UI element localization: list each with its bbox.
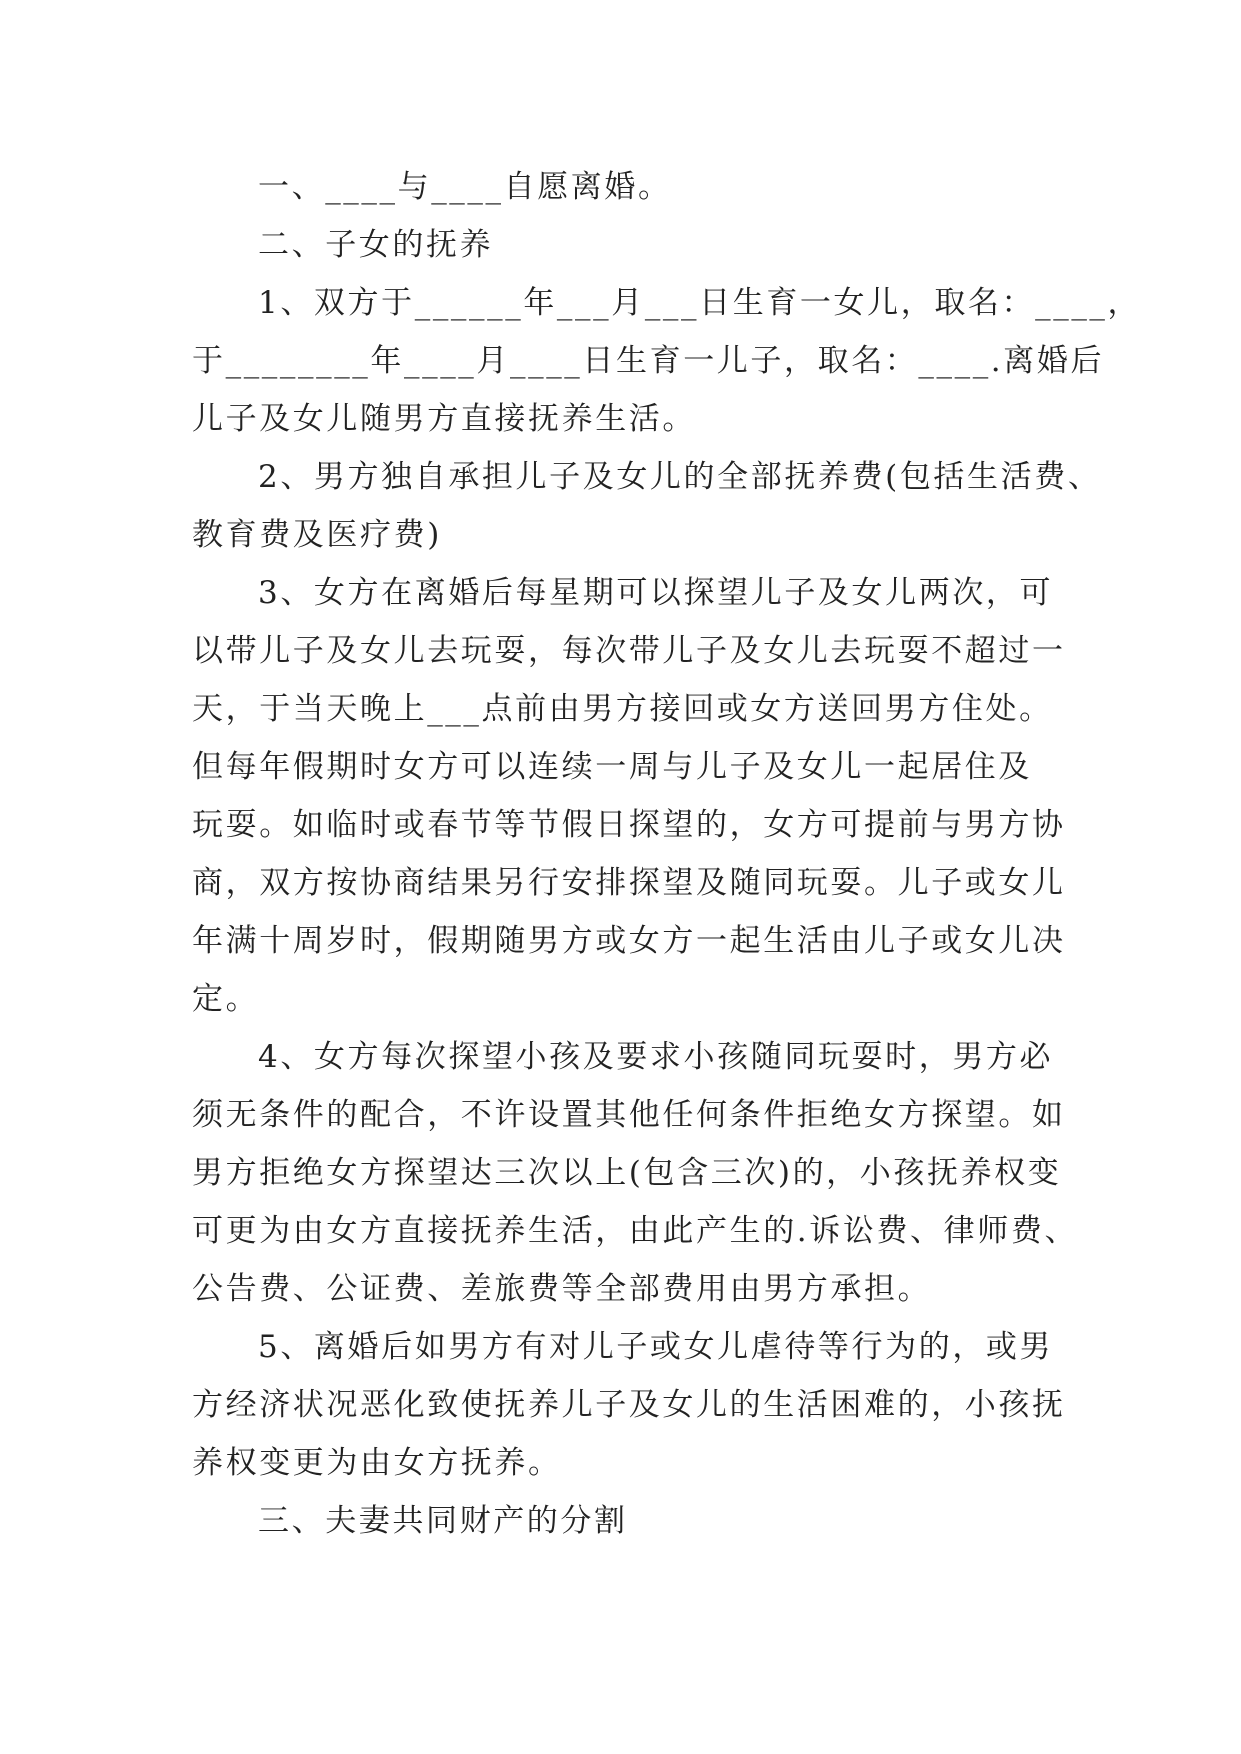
paragraph-2-3-line-6: 商，双方按协商结果另行安排探望及随同玩耍。儿子或女儿 xyxy=(192,865,1066,901)
paragraph-2-2-line-1: 2、男方独自承担儿子及女儿的全部抚养费(包括生活费、 xyxy=(258,459,1102,495)
paragraph-2-3-line-8: 定。 xyxy=(192,981,260,1017)
section-2-heading: 二、子女的抚养 xyxy=(258,227,494,263)
clause-1-line: 一、____与____自愿离婚。 xyxy=(258,169,672,205)
paragraph-2-3-line-5: 玩耍。如临时或春节等节假日探望的，女方可提前与男方协 xyxy=(192,807,1066,843)
paragraph-2-3-line-4: 但每年假期时女方可以连续一周与儿子及女儿一起居住及 xyxy=(192,749,1032,785)
paragraph-2-4-line-3: 男方拒绝女方探望达三次以上(包含三次)的，小孩抚养权变 xyxy=(192,1155,1062,1191)
paragraph-2-3-line-7: 年满十周岁时，假期随男方或女方一起生活由儿子或女儿决 xyxy=(192,923,1066,959)
paragraph-2-2-line-2: 教育费及医疗费) xyxy=(192,517,442,553)
section-3-heading: 三、夫妻共同财产的分割 xyxy=(258,1503,628,1539)
paragraph-2-5-line-2: 方经济状况恶化致使抚养儿子及女儿的生活困难的，小孩抚 xyxy=(192,1387,1066,1423)
paragraph-2-3-line-1: 3、女方在离婚后每星期可以探望儿子及女儿两次，可 xyxy=(258,575,1054,611)
paragraph-2-5-line-1: 5、离婚后如男方有对儿子或女儿虐待等行为的，或男 xyxy=(258,1329,1054,1365)
paragraph-2-3-line-2: 以带儿子及女儿去玩耍，每次带儿子及女儿去玩耍不超过一 xyxy=(192,633,1066,669)
paragraph-2-4-line-2: 须无条件的配合，不许设置其他任何条件拒绝女方探望。如 xyxy=(192,1097,1066,1133)
paragraph-2-1-line-2: 于________年____月____日生育一儿子，取名：____.离婚后 xyxy=(192,343,1105,379)
paragraph-2-3-line-3: 天，于当天晚上___点前由男方接回或女方送回男方住处。 xyxy=(192,691,1053,727)
paragraph-2-4-line-4: 可更为由女方直接抚养生活，由此产生的.诉讼费、律师费、 xyxy=(192,1213,1079,1249)
paragraph-2-4-line-5: 公告费、公证费、差旅费等全部费用由男方承担。 xyxy=(192,1271,932,1307)
paragraph-2-1-line-1: 1、双方于______年___月___日生育一女儿，取名：____， xyxy=(258,285,1142,321)
paragraph-2-4-line-1: 4、女方每次探望小孩及要求小孩随同玩耍时，男方必 xyxy=(258,1039,1054,1075)
paragraph-2-5-line-3: 养权变更为由女方抚养。 xyxy=(192,1445,562,1481)
paragraph-2-1-line-3: 儿子及女儿随男方直接抚养生活。 xyxy=(192,401,696,437)
document-page xyxy=(192,158,1142,1550)
